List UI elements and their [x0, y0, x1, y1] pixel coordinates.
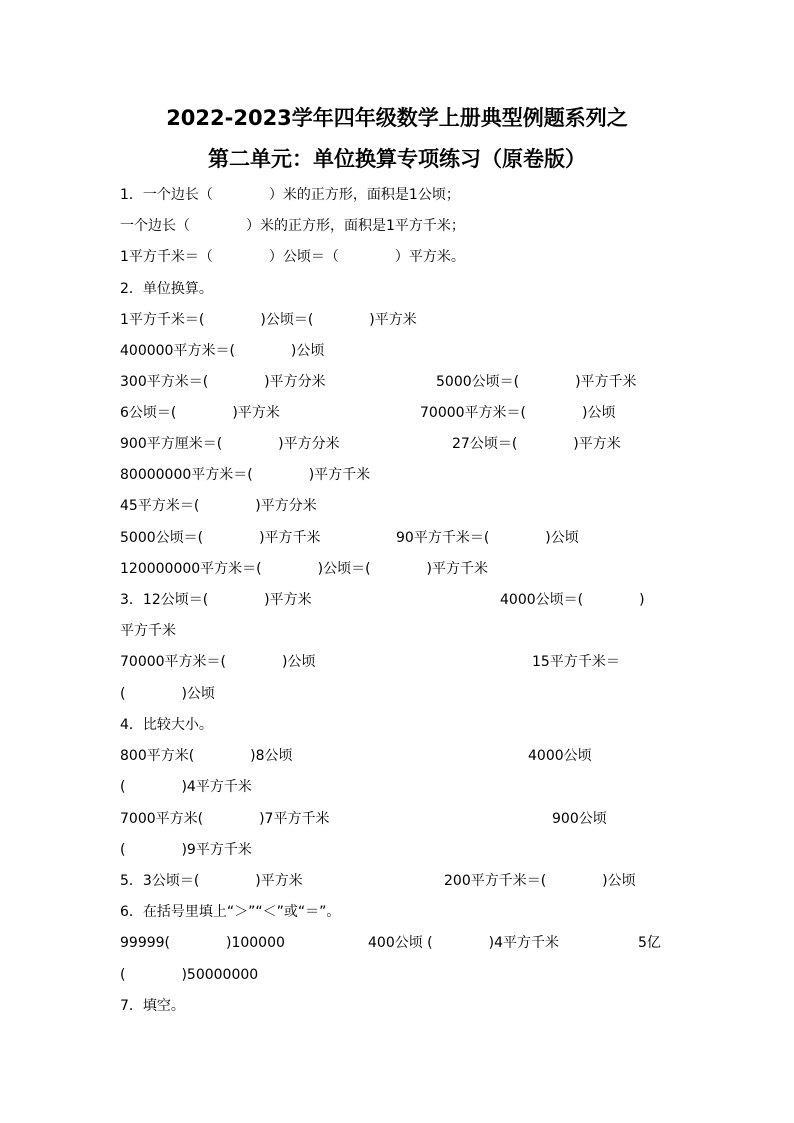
exercise-text: 6．在括号里填上“＞”“＜”或“＝”。 — [120, 904, 341, 920]
exercise-line — [0, 994, 794, 1018]
exercise-text: 平方千米 — [120, 623, 176, 639]
exercise-line — [0, 619, 794, 643]
exercise-line — [0, 713, 794, 737]
exercise-line — [0, 277, 794, 301]
document-title-line2: 第二单元：单位换算专项练习（原卷版） — [208, 147, 586, 171]
exercise-text: 一个边长（ ）米的正方形，面积是1平方千米； — [120, 218, 465, 234]
exercise-text: 90平方千米＝( )公顷 — [396, 530, 579, 546]
exercise-text: 900平方厘米＝( )平方分米 — [120, 436, 340, 452]
exercise-line — [0, 463, 794, 487]
exercise-text: 4000公顷＝( ) — [500, 592, 645, 608]
exercise-text: 6公顷＝( )平方米 — [120, 405, 280, 421]
exercise-text: 200平方千米＝( )公顷 — [444, 873, 636, 889]
exercise-text: ( )4平方千米 — [120, 779, 252, 795]
exercise-line — [0, 807, 794, 831]
exercise-text: 300平方米＝( )平方分米 — [120, 374, 326, 390]
exercise-text: 7000平方米( )7平方千米 — [120, 811, 330, 827]
exercise-text: 7．填空。 — [120, 998, 185, 1014]
exercise-text: 45平方米＝( )平方分米 — [120, 498, 317, 514]
exercise-line — [0, 682, 794, 706]
exercise-text: 15平方千米＝ — [532, 654, 620, 670]
exercise-text: 400000平方米＝( )公顷 — [120, 343, 325, 359]
exercise-line — [0, 869, 794, 893]
exercise-text: 1．一个边长（ ）米的正方形，面积是1公顷； — [120, 187, 460, 203]
exercise-text: 5000公顷＝( )平方千米 — [436, 374, 637, 390]
exercise-line — [0, 557, 794, 581]
exercise-text: ( )公顷 — [120, 686, 215, 702]
exercise-text: ( )9平方千米 — [120, 842, 252, 858]
exercise-text: 2．单位换算。 — [120, 281, 213, 297]
exercise-text: 5000公顷＝( )平方千米 — [120, 530, 321, 546]
exercise-text: ( )50000000 — [120, 967, 259, 983]
document-title-line1: 2022-2023学年四年级数学上册典型例题系列之 — [166, 106, 628, 130]
exercise-text: 70000平方米＝( )公顷 — [420, 405, 616, 421]
exercise-text: 3．12公顷＝( )平方米 — [120, 592, 312, 608]
exercise-line — [0, 963, 794, 987]
exercise-line — [0, 838, 794, 862]
exercise-text: 5亿 — [638, 935, 661, 951]
exercise-line — [0, 588, 794, 612]
exercise-line — [0, 370, 794, 394]
exercise-line — [0, 900, 794, 924]
exercise-line — [0, 308, 794, 332]
exercise-line — [0, 775, 794, 799]
exercise-text: 120000000平方米＝( )公顷＝( )平方千米 — [120, 561, 489, 577]
exercise-text: 1平方千米＝（ ）公顷＝（ ）平方米。 — [120, 249, 465, 265]
exercise-text: 4000公顷 — [528, 748, 592, 764]
exercise-line — [0, 650, 794, 674]
exercise-line — [0, 401, 794, 425]
exercise-text: 70000平方米＝( )公顷 — [120, 654, 316, 670]
exercise-text: 1平方千米＝( )公顷＝( )平方米 — [120, 312, 417, 328]
exercise-line — [0, 183, 794, 207]
exercise-line — [0, 931, 794, 955]
exercise-line — [0, 432, 794, 456]
exercise-line — [0, 494, 794, 518]
exercise-text: 99999( )100000 — [120, 935, 285, 951]
exercise-text: 800平方米( )8公顷 — [120, 748, 293, 764]
exercise-text: 80000000平方米＝( )平方千米 — [120, 467, 371, 483]
exercise-text: 27公顷＝( )平方米 — [452, 436, 621, 452]
exercise-line — [0, 339, 794, 363]
exercise-text: 4．比较大小。 — [120, 717, 213, 733]
exercise-line — [0, 214, 794, 238]
exercise-text: 900公顷 — [552, 811, 607, 827]
exercise-text: 400公顷 ( )4平方千米 — [368, 935, 560, 951]
exercise-line — [0, 245, 794, 269]
exercise-text: 5．3公顷＝( )平方米 — [120, 873, 303, 889]
exercise-line — [0, 526, 794, 550]
exercise-line — [0, 744, 794, 768]
